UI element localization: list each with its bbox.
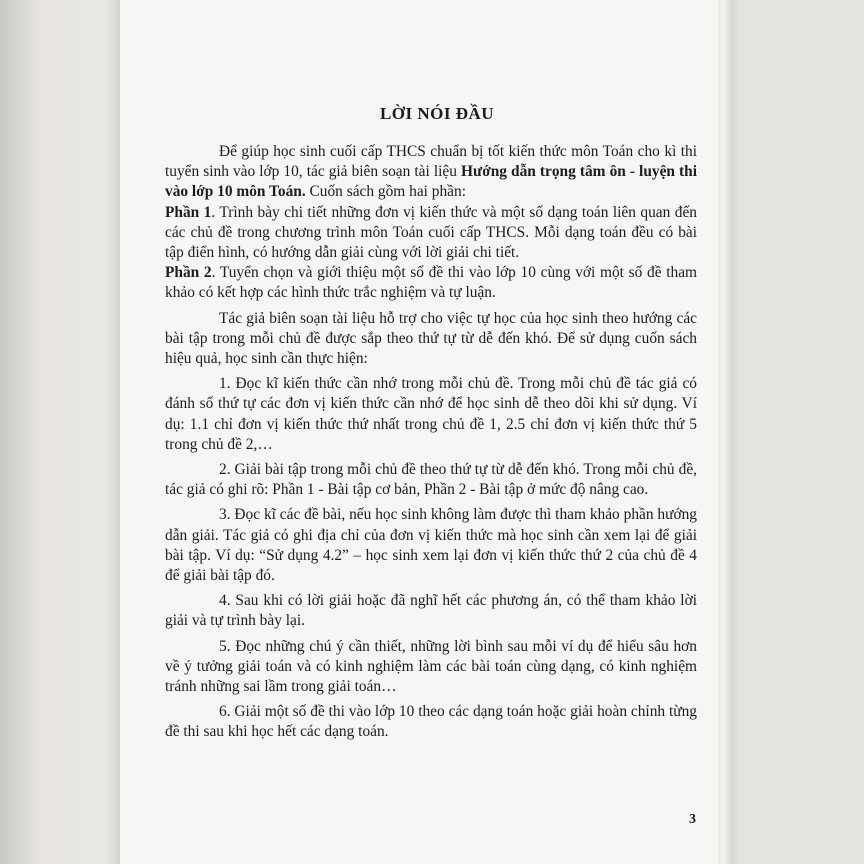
step-6: 6. Giải một số đề thi vào lớp 10 theo các dạng toán hoặc giải hoàn chỉnh từng đề thi sau khi học hết các dạng toán.: [165, 703, 697, 741]
part1-label: Phần 1: [165, 203, 212, 221]
page-edge: [718, 0, 732, 864]
step-3: 3. Đọc kĩ các đề bài, nếu học sinh không làm được thì tham khảo phần hướng dẫn giải. Tác giả có ghi địa chỉ của đơn vị kiến thức mà học sinh cần xem lại để giải bài tập. Ví dụ: “Sử dụng 4.2” – học sinh xem lại đơn vị kiến thức thứ 2 của chủ đề 4 để giải bài tập đó.: [165, 506, 697, 585]
intro-paragraph: [165, 142, 697, 203]
page-number: 3: [689, 812, 696, 827]
part2-label: Phần 2: [165, 264, 212, 282]
part2-text: . Tuyển chọn và giới thiệu một số đề thi vào lớp 10 cùng với một số đề tham khảo có kết hợp các hình thức trắc nghiệm và tự luận.: [165, 264, 697, 302]
intro-text-1: Để giúp học sinh cuối cấp THCS chuẩn bị tốt kiến thức môn Toán cho kì thi tuyển sinh vào lớp 10, tác giả biên soạn tài liệu: [165, 143, 697, 181]
book-title: Hướng dẫn trọng tâm ôn - luyện thi vào lớp 10 môn Toán.: [165, 163, 698, 201]
part2-paragraph: [165, 263, 697, 303]
part1-text: . Trình bày chi tiết những đơn vị kiến thức và một số dạng toán liên quan đến các chủ đề trong chương trình môn Toán cuối cấp THCS. Mỗi dạng toán đều có bài tập điển hình, có hướng dẫn giải cùng với lời giải chi tiết.: [165, 203, 697, 262]
page-content: [165, 104, 697, 743]
page-title: LỜI NÓI ĐẦU: [379, 104, 495, 123]
step-1: 1. Đọc kĩ kiến thức cần nhớ trong mỗi chủ đề. Trong mỗi chủ đề tác giả có đánh số thứ tự các đơn vị kiến thức cần nhớ để học sinh dễ theo dõi khi sử dụng. Ví dụ: 1.1 chỉ đơn vị kiến thức thứ nhất trong chủ đề 1, 2.5 chỉ đơn vị kiến thức thứ 5 trong chủ đề 2,…: [165, 375, 697, 453]
intro-text-2: Cuốn sách gồm hai phần:: [305, 183, 466, 201]
guide-intro: Tác giả biên soạn tài liệu hỗ trợ cho việc tự học của học sinh theo hướng các bài tập trong mỗi chủ đề được sắp theo thứ tự từ dễ đến khó. Để sử dụng cuốn sách hiệu quả, học sinh cần thực hiện:: [165, 309, 697, 368]
step-2: 2. Giải bài tập trong mỗi chủ đề theo thứ tự từ dễ đến khó. Trong mỗi chủ đề, tác giả có ghi rõ: Phần 1 - Bài tập cơ bản, Phần 2 - Bài tập ở mức độ nâng cao.: [165, 461, 697, 499]
step-5: 5. Đọc những chú ý cần thiết, những lời bình sau mỗi ví dụ để hiểu sâu hơn về ý tưởng giải toán và có kinh nghiệm làm các bài toán cùng dạng, có kinh nghiệm tránh những sai lầm trong giải toán…: [165, 637, 697, 696]
step-4: 4. Sau khi có lời giải hoặc đã nghĩ hết các phương án, có thể tham khảo lời giải và tự trình bày lại.: [165, 592, 697, 630]
part1-paragraph: [165, 203, 697, 264]
